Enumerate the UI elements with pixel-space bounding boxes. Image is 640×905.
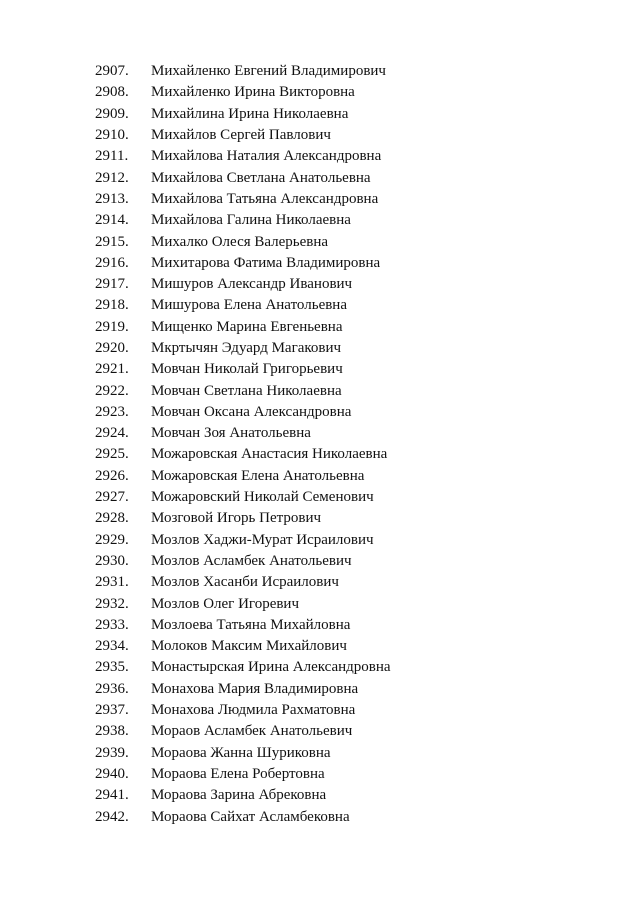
list-item-name: Михалко Олеся Валерьевна xyxy=(151,233,329,250)
list-item-name: Мкртычян Эдуард Магакович xyxy=(151,340,342,356)
list-item-number: 2923. xyxy=(95,403,129,420)
list-item-number: 2914. xyxy=(95,212,129,229)
list-item-name: Мозговой Игорь Петрович xyxy=(151,510,322,527)
list-item xyxy=(95,466,391,487)
list-item-name: Михайлова Татьяна Александровна xyxy=(151,190,379,207)
list-item xyxy=(95,125,391,146)
list-item-name: Мозлов Асламбек Анатольевич xyxy=(151,552,352,569)
list-item-name: Мишуров Александр Иванович xyxy=(151,276,353,293)
list-item-name: Мораова Зарина Абрековна xyxy=(151,787,327,804)
list-item xyxy=(95,189,391,210)
list-item-number: 2931. xyxy=(95,574,129,591)
list-item xyxy=(95,487,391,508)
list-item-name: Мовчан Зоя Анатольевна xyxy=(151,425,311,442)
list-item-name: Михайленко Ирина Викторовна xyxy=(151,84,355,101)
list-item-name: Михайлова Галина Николаевна xyxy=(151,212,351,229)
list-item-name: Мозлов Хаджи-Мурат Исраилович xyxy=(151,531,374,548)
list-item xyxy=(95,104,391,125)
list-item xyxy=(95,359,391,380)
list-item xyxy=(95,615,391,636)
list-item-name: Можаровская Елена Анатольевна xyxy=(151,467,365,484)
list-item-number: 2920. xyxy=(95,340,129,356)
list-item xyxy=(95,61,391,82)
list-item-number: 2910. xyxy=(95,127,129,144)
list-item-name: Мораова Елена Робертовна xyxy=(151,765,325,782)
list-item-number: 2925. xyxy=(95,446,129,463)
list-item-number: 2926. xyxy=(95,467,129,484)
list-item-number: 2911. xyxy=(95,148,129,165)
list-item-name: Мозлов Хасанби Исраилович xyxy=(151,574,339,591)
list-item xyxy=(95,679,391,700)
list-item xyxy=(95,551,391,572)
list-item-number: 2924. xyxy=(95,425,129,442)
list-item-number: 2932. xyxy=(95,595,129,612)
list-item-name: Мозлов Олег Игоревич xyxy=(151,595,300,612)
list-item xyxy=(95,700,391,721)
list-item xyxy=(95,785,391,806)
list-item xyxy=(95,572,391,593)
list-item-number: 2922. xyxy=(95,382,129,399)
list-item xyxy=(95,82,391,103)
list-item-name: Михайлина Ирина Николаевна xyxy=(151,105,349,122)
list-item-name: Молоков Максим Михайлович xyxy=(151,638,347,655)
list-item-name: Можаровский Николай Семенович xyxy=(151,489,374,506)
list-item-number: 2942. xyxy=(95,808,129,825)
list-item-name: Можаровская Анастасия Николаевна xyxy=(151,446,388,463)
list-item-number: 2915. xyxy=(95,233,129,250)
list-item xyxy=(95,636,391,657)
list-item-name: Мораова Сайхат Асламбековна xyxy=(151,808,350,825)
list-item-name: Михайленко Евгений Владимирович xyxy=(151,63,386,80)
list-item xyxy=(95,806,391,827)
list-item-name: Монастырская Ирина Александровна xyxy=(151,659,391,676)
list-item-number: 2938. xyxy=(95,723,129,740)
list-item-number: 2929. xyxy=(95,531,129,548)
list-item-name: Михайлов Сергей Павлович xyxy=(151,127,331,144)
list-item-name: Михайлова Светлана Анатольевна xyxy=(151,169,371,186)
list-item-number: 2935. xyxy=(95,659,129,676)
list-item-number: 2940. xyxy=(95,765,129,782)
list-item xyxy=(95,274,391,295)
list-item-name: Мораова Жанна Шуриковна xyxy=(151,744,331,761)
list-item-number: 2917. xyxy=(95,276,129,293)
list-item xyxy=(95,530,391,551)
list-item-name: Мозлоева Татьяна Михайловна xyxy=(151,616,351,633)
list-item xyxy=(95,317,391,338)
list-item-name: Михайлова Наталия Александровна xyxy=(151,148,382,165)
list-item xyxy=(95,210,391,231)
list-item-number: 2913. xyxy=(95,190,129,207)
list-item xyxy=(95,593,391,614)
numbered-name-list xyxy=(95,61,391,828)
list-item xyxy=(95,146,391,167)
list-item-number: 2930. xyxy=(95,552,129,569)
list-item-number: 2916. xyxy=(95,254,129,271)
list-item-name: Мовчан Николай Григорьевич xyxy=(151,361,343,378)
list-item xyxy=(95,764,391,785)
list-item-name: Михитарова Фатима Владимировна xyxy=(151,254,381,271)
list-item xyxy=(95,231,391,252)
list-item-number: 2907. xyxy=(95,63,129,80)
list-item xyxy=(95,338,391,359)
list-item xyxy=(95,295,391,316)
list-item xyxy=(95,423,391,444)
list-item xyxy=(95,167,391,188)
list-item-name: Мищенко Марина Евгеньевна xyxy=(151,318,343,335)
list-item-number: 2918. xyxy=(95,297,129,314)
list-item xyxy=(95,253,391,274)
list-item-name: Мишурова Елена Анатольевна xyxy=(151,297,347,314)
list-item-number: 2928. xyxy=(95,510,129,527)
list-item xyxy=(95,743,391,764)
list-item-number: 2927. xyxy=(95,489,129,506)
list-item-number: 2941. xyxy=(95,787,129,804)
list-item xyxy=(95,508,391,529)
list-item xyxy=(95,402,391,423)
list-item xyxy=(95,657,391,678)
list-item-number: 2909. xyxy=(95,105,129,122)
list-item xyxy=(95,721,391,742)
list-item-number: 2912. xyxy=(95,169,129,186)
list-item-number: 2937. xyxy=(95,702,129,719)
list-item xyxy=(95,380,391,401)
list-item-name: Монахова Мария Владимировна xyxy=(151,680,359,697)
list-item-number: 2921. xyxy=(95,361,129,378)
list-item-name: Монахова Людмила Рахматовна xyxy=(151,702,356,719)
list-item-number: 2919. xyxy=(95,318,129,335)
list-item-number: 2936. xyxy=(95,680,129,697)
list-item-number: 2939. xyxy=(95,744,129,761)
list-item-name: Мораов Асламбек Анатольевич xyxy=(151,723,353,740)
list-item-name: Мовчан Оксана Александровна xyxy=(151,403,352,420)
list-item-name: Мовчан Светлана Николаевна xyxy=(151,382,342,399)
list-item-number: 2933. xyxy=(95,616,129,633)
list-item xyxy=(95,444,391,465)
list-item-number: 2934. xyxy=(95,638,129,655)
list-item-number: 2908. xyxy=(95,84,129,101)
